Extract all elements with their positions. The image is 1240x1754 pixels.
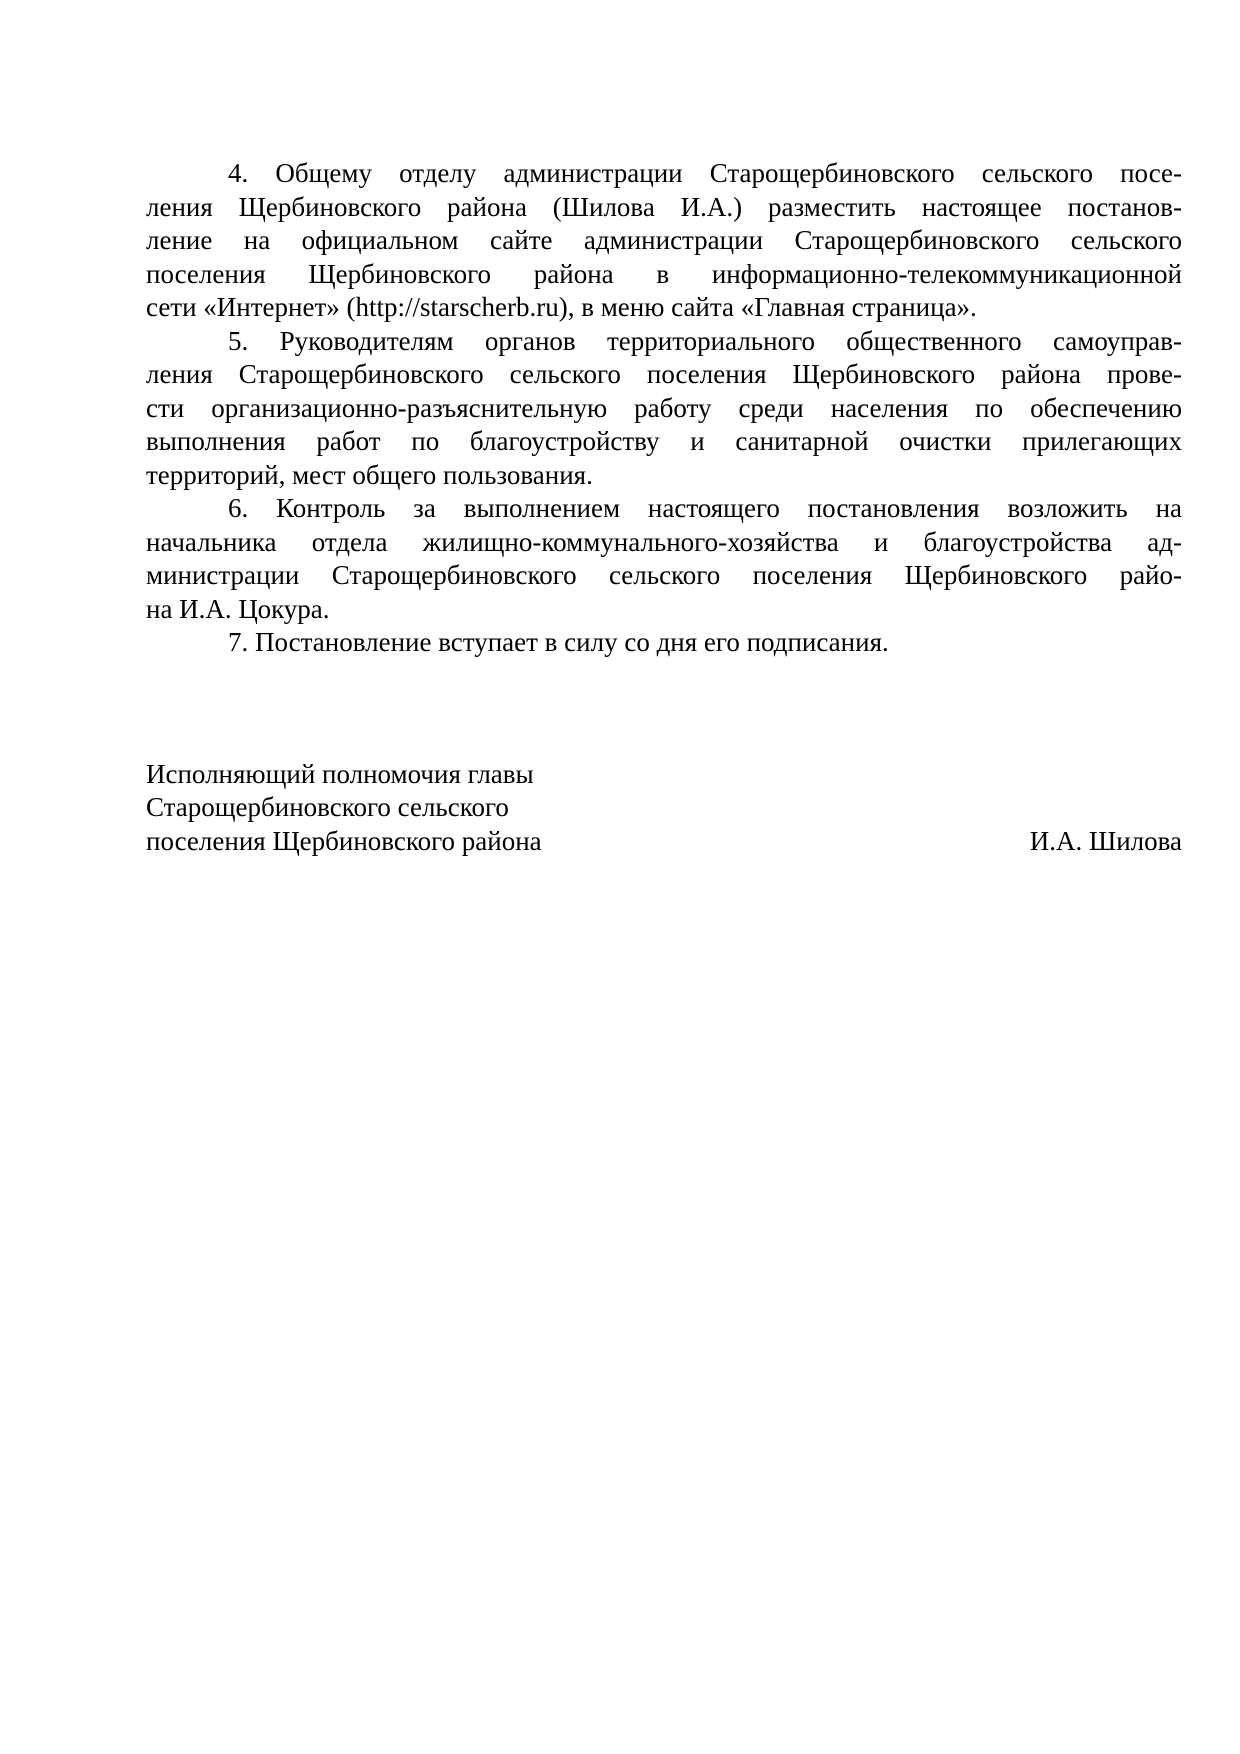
document-body	[146, 157, 1182, 858]
text-line: выполнения работ по благоустройству и санитарной очистки прилегающих	[146, 426, 1182, 456]
text-line: ления Щербиновского района (Шилова И.А.) разместить настоящее постанов-	[146, 191, 1182, 222]
text-line: начальника отдела жилищно-коммунального-хозяйства и благоустройства ад-	[146, 526, 1182, 557]
signature-position-line: Старощербиновского сельского	[146, 792, 509, 822]
paragraph-5	[146, 325, 1182, 493]
text-line: сти организационно-разъяснительную работу среди населения по обеспечению	[146, 392, 1182, 423]
text-line: 5. Руководителям органов территориального общественного самоуправ-	[228, 325, 1182, 356]
text-line: 7. Постановление вступает в силу со дня его подписания.	[228, 627, 889, 657]
text-line: сети «Интернет» (http://starscherb.ru), в меню сайта «Главная страница».	[146, 292, 977, 322]
signature-position-line: Исполняющий полномочия главы	[146, 758, 534, 789]
text-line: на И.А. Цокура.	[146, 593, 330, 624]
text-line: ление на официальном сайте администрации Старощербиновского сельского	[146, 225, 1182, 255]
paragraph-6	[146, 492, 1182, 626]
text-line: поселения Щербиновского района в информационно-телекоммуникационной	[146, 258, 1182, 289]
paragraph-7	[146, 626, 1182, 660]
signature-position	[146, 758, 542, 859]
text-line: 6. Контроль за выполнением настоящего постановления возложить на	[228, 493, 1182, 523]
text-line: 4. Общему отделу администрации Старощербиновского сельского посе-	[228, 158, 1182, 188]
text-line: министрации Старощербиновского сельского поселения Щербиновского райо-	[146, 560, 1182, 590]
signature-position-line: поселения Щербиновского района	[146, 825, 542, 856]
signature-name: И.А. Шилова	[1029, 825, 1182, 856]
text-line: территорий, мест общего пользования.	[146, 459, 593, 490]
paragraph-4	[146, 157, 1182, 325]
signature-block	[146, 758, 1182, 859]
text-line: ления Старощербиновского сельского поселения Щербиновского района прове-	[146, 359, 1182, 389]
